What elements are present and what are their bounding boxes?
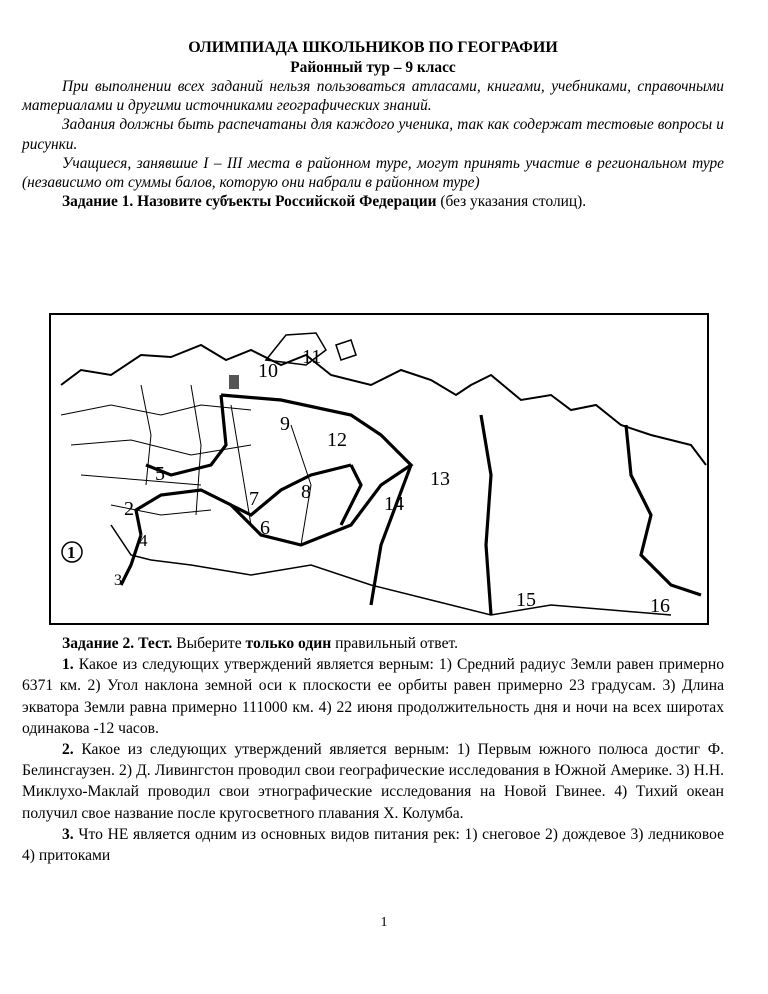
russia-map-figure <box>49 313 709 625</box>
map-district-borders <box>121 395 701 615</box>
map-south-border <box>111 525 671 615</box>
task2-heading <box>22 633 724 654</box>
map-label-10: 10 <box>258 360 278 382</box>
question-1 <box>22 654 724 739</box>
task2-mid: Выберите <box>172 635 246 652</box>
task1-heading <box>22 192 724 211</box>
map-label-11: 11 <box>302 346 322 368</box>
map-label-4: 4 <box>139 531 148 550</box>
map-label-12: 12 <box>327 429 347 451</box>
intro-paragraph-1: При выполнении всех заданий нельзя пользоваться атласами, книгами, учебниками, справочными материалами и другими источниками географических знаний. <box>22 78 724 115</box>
map-label-9: 9 <box>280 413 290 435</box>
task2-section <box>22 633 724 866</box>
page-body <box>22 38 724 211</box>
question-3-num: 3. <box>62 825 74 843</box>
map-label-3: 3 <box>114 572 122 589</box>
map-label-8: 8 <box>301 481 311 503</box>
map-label-5: 5 <box>155 463 165 485</box>
map-label-2: 2 <box>124 498 134 520</box>
question-3-text: Что НЕ является одним из основных видов питания рек: 1) снеговое 2) дождевое 3) ледниковое 4) притоками <box>22 825 724 865</box>
task2-rest: правильный ответ. <box>331 635 459 652</box>
question-1-num: 1. <box>62 656 74 674</box>
russia-map <box>51 315 707 623</box>
question-2 <box>22 739 724 824</box>
task1-bold: Задание 1. Назовите субъекты Российской Федерации <box>62 193 437 211</box>
task2-bold-1: Задание 2. Тест. <box>62 635 173 652</box>
intro-paragraph-2: Задания должны быть распечатаны для каждого ученика, так как содержат тестовые вопросы и рисунки. <box>22 116 724 153</box>
map-label-6: 6 <box>260 517 270 539</box>
map-label-13: 13 <box>430 468 450 490</box>
map-label-7: 7 <box>249 488 259 510</box>
question-1-text: Какое из следующих утверждений является верным: 1) Средний радиус Земли равен примерно 6371 км. 2) Угол наклона земной оси к плоскости ее орбиты равен примерно 23 градусам. 3) Длина экватора Земли равна примерно 111000 км. 4) 22 июня продолжительность дня и ночи на всех широтах одинакова -12 часов. <box>22 656 724 737</box>
map-region-lines <box>61 385 311 545</box>
map-label-1: 1 <box>67 543 76 562</box>
task2-bold-2: только один <box>245 635 332 652</box>
question-3 <box>22 824 724 866</box>
map-shaded-region <box>229 375 239 389</box>
page-subtitle: Районный тур – 9 класс <box>290 59 456 76</box>
question-2-num: 2. <box>62 741 74 759</box>
page-title: ОЛИМПИАДА ШКОЛЬНИКОВ ПО ГЕОГРАФИИ <box>188 39 558 56</box>
map-label-14: 14 <box>384 493 404 515</box>
task1-rest: (без указания столиц). <box>436 193 587 211</box>
map-label-16: 16 <box>650 595 670 617</box>
map-label-15: 15 <box>516 589 536 611</box>
question-2-text: Какое из следующих утверждений является верным: 1) Первым южного полюса достиг Ф. Белинсгаузен. 2) Д. Ливингстон проводил свои географические исследования в Южной Америке. 3) Н.Н. Миклухо-Маклай проводил свои этнографические исследования на Новой Гвинее. 4) Тихий океан получил свое название после кругосветного плавания Х. Колумба. <box>22 741 724 822</box>
intro-paragraph-3: Учащиеся, занявшие I – III места в районном туре, могут принять участие в региональном туре (независимо от суммы балов, которую они набрали в районном туре) <box>22 154 724 192</box>
page-number: 1 <box>380 915 388 930</box>
